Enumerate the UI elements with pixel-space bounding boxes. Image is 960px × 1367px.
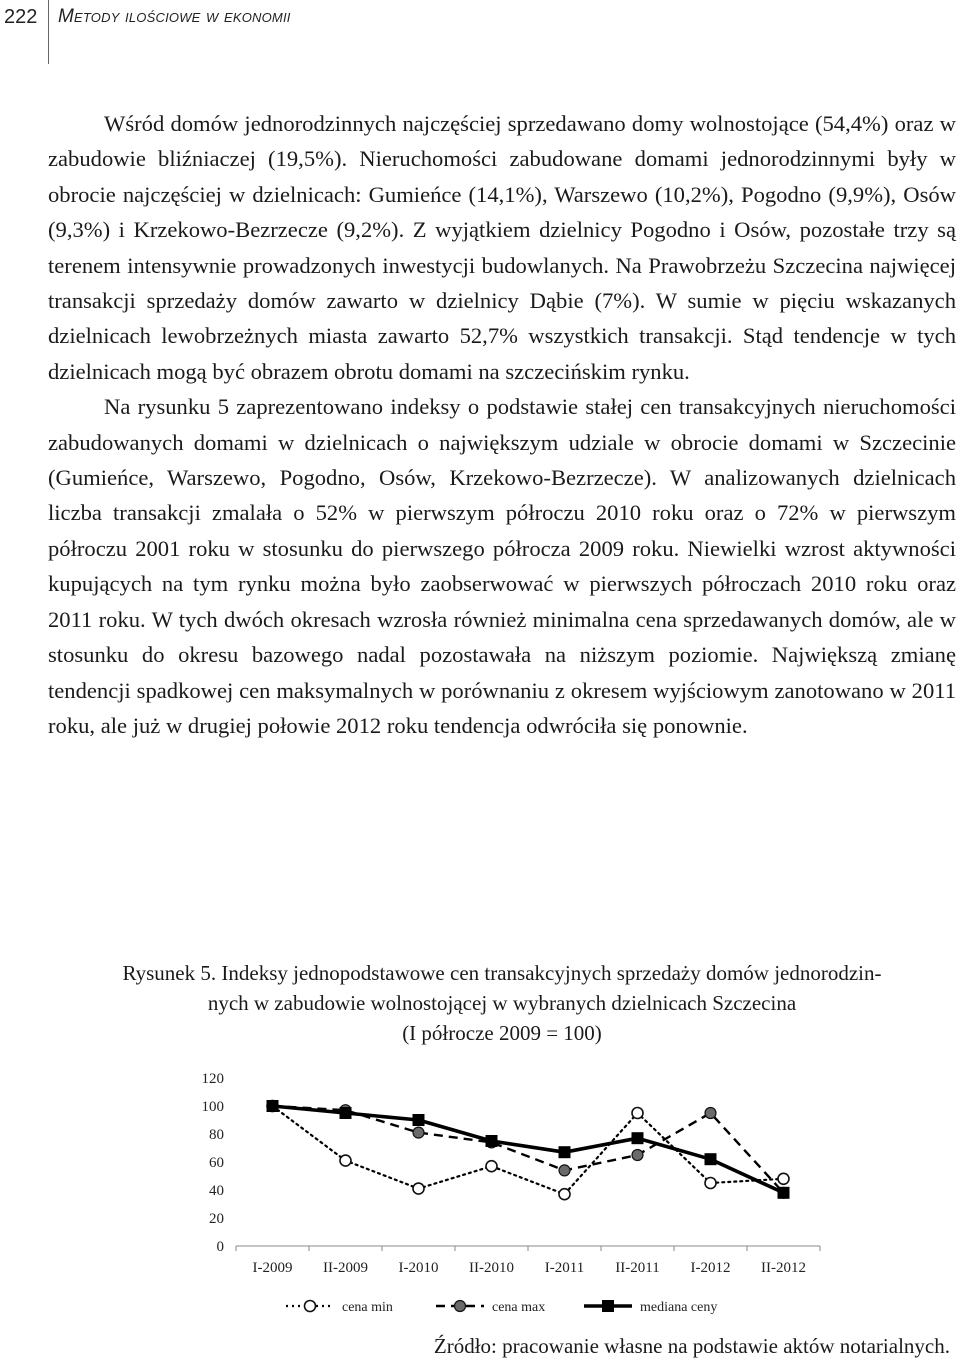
- header-divider: [48, 0, 49, 64]
- legend-marker-mediana-ceny: [602, 1300, 614, 1312]
- data-point-cena-min: [705, 1178, 716, 1189]
- legend-label-cena-max: cena max: [492, 1300, 546, 1315]
- data-point-cena-min: [778, 1173, 789, 1184]
- y-tick-label: 0: [216, 1239, 224, 1255]
- data-point-cena-min: [559, 1189, 570, 1200]
- x-tick-label: I-2009: [252, 1260, 293, 1276]
- y-tick-label: 40: [209, 1183, 224, 1199]
- page-header: [0, 0, 960, 66]
- legend-marker-cena-max: [455, 1301, 466, 1312]
- caption-line-3: (I półrocze 2009 = 100): [402, 1021, 602, 1045]
- data-point-cena-min: [340, 1155, 351, 1166]
- page-number: 222: [4, 6, 38, 28]
- data-point-cena-min: [413, 1183, 424, 1194]
- data-point-mediana-ceny: [267, 1100, 279, 1112]
- legend-label-mediana-ceny: mediana ceny: [640, 1300, 718, 1315]
- legend-label-cena-min: cena min: [342, 1300, 393, 1315]
- data-point-mediana-ceny: [413, 1114, 425, 1126]
- figure-source: Źródło: pracowanie własne na podstawie aktów notarialnych.: [433, 1334, 950, 1358]
- data-point-mediana-ceny: [705, 1153, 717, 1165]
- data-point-mediana-ceny: [778, 1187, 790, 1199]
- data-point-mediana-ceny: [632, 1132, 644, 1144]
- data-point-cena-max: [632, 1150, 643, 1161]
- data-point-cena-max: [705, 1108, 716, 1119]
- x-tick-label: I-2011: [544, 1260, 585, 1276]
- x-tick-label: II-2009: [323, 1260, 368, 1276]
- data-point-mediana-ceny: [486, 1135, 498, 1147]
- x-tick-label: II-2012: [761, 1260, 806, 1276]
- paragraph-2: Na rysunku 5 zaprezentowano indeksy o podstawie stałej cen transakcyjnych nieruchomości zabudowanych domami w dzielnicach o największym udziale w obrocie domami w Szczecinie (Gumieńce, Warszewo, Pogodno, Osów, Krzekowo-Bezrzecze). W analizowanych dzielnicach liczba transakcji zmalała o 52% w pierwszym półroczu 2010 roku oraz o 72% w pierwszym półroczu 2001 roku w stosunku do pierwszego półrocza 2009 roku. Niewielki wzrost aktywności kupujących na tym rynku można było zaobserwować w pierwszych półroczach 2010 roku oraz 2011 roku. W tych dwóch okresach wzrosła również minimalna cena sprzedawanych domów, ale w stosunku do okresu bazowego nadal pozostawała na niższym poziomie. Największą zmianę tendencji spadkowej cen maksymalnych w porównaniu z okresem wyjściowym zanotowano w 2011 roku, ale już w drugiej połowie 2012 roku tendencja odwróciła się ponownie.: [48, 394, 956, 738]
- price-index-chart: [180, 1060, 840, 1330]
- y-tick-label: 60: [209, 1155, 224, 1171]
- paragraph-1: Wśród domów jednorodzinnych najczęściej sprzedawano domy wolnostojące (54,4%) oraz w zabudowie bliźniaczej (19,5%). Nieruchomości zabudowane domami jednorodzinnymi były w obrocie najczęściej w dzielnicach: Gumieńce (14,1%), Warszewo (10,2%), Pogodno (9,9%), Osów (9,3%) i Krzekowo-Bezrzecze (9,2%). Z wyjątkiem dzielnicy Pogodno i Osów, pozostałe trzy są terenem intensywnie prowadzonych inwestycji budowlanych. Na Prawobrzeżu Szczecina najwięcej transakcji sprzedaży domów zawarto w dzielnicy Dąbie (7%). W sumie w pięciu wskazanych dzielnicach lewobrzeżnych miasta zawarto 52,7% wszystkich transakcji. Stąd tendencje w tych dzielnicach mogą być obrazem obrotu domami na szczecińskim rynku.: [48, 111, 956, 384]
- figure-caption: [48, 958, 956, 1048]
- x-tick-label: II-2011: [615, 1260, 660, 1276]
- chart-svg: [180, 1060, 840, 1330]
- y-tick-label: 100: [201, 1099, 224, 1115]
- data-point-mediana-ceny: [559, 1146, 571, 1158]
- y-tick-label: 20: [209, 1211, 224, 1227]
- x-tick-label: I-2010: [398, 1260, 439, 1276]
- legend-marker-cena-min: [305, 1301, 316, 1312]
- caption-line-1: Rysunek 5. Indeksy jednopodstawowe cen transakcyjnych sprzedaży domów jednorodzin-: [122, 961, 882, 985]
- data-point-mediana-ceny: [340, 1107, 352, 1119]
- running-title: Metody ilościowe w ekonomii: [58, 6, 291, 27]
- caption-line-2: nych w zabudowie wolnostojącej w wybranych dzielnicach Szczecina: [207, 991, 797, 1015]
- data-point-cena-max: [413, 1127, 424, 1138]
- y-tick-label: 120: [201, 1071, 224, 1087]
- body-text: [48, 106, 956, 743]
- x-tick-label: II-2010: [469, 1260, 514, 1276]
- data-point-cena-max: [559, 1165, 570, 1176]
- y-tick-label: 80: [209, 1127, 224, 1143]
- x-tick-label: I-2012: [690, 1260, 731, 1276]
- data-point-cena-min: [486, 1161, 497, 1172]
- data-point-cena-min: [632, 1108, 643, 1119]
